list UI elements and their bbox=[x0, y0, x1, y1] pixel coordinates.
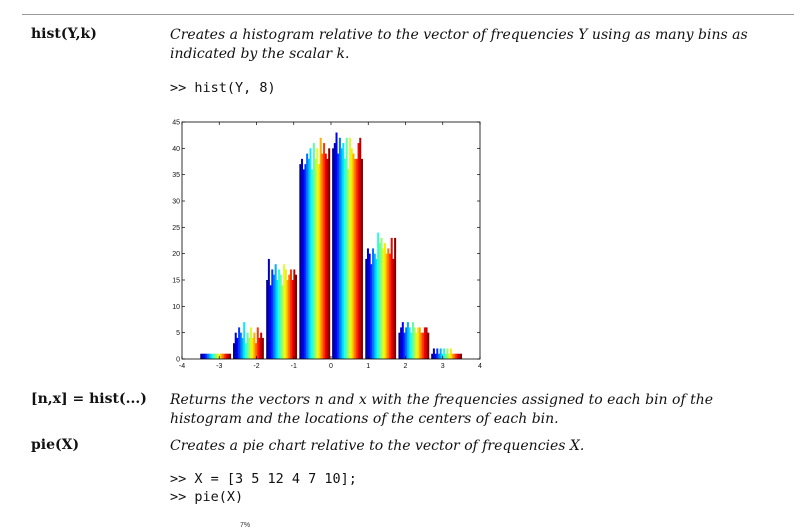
histogram-bar bbox=[262, 338, 264, 359]
histogram-bar bbox=[243, 322, 245, 359]
histogram-bar bbox=[295, 275, 297, 359]
x-tick-label: 1 bbox=[366, 363, 371, 370]
x-tick-label: -4 bbox=[178, 363, 186, 370]
y-tick-label: 5 bbox=[176, 330, 180, 338]
y-tick-label: 40 bbox=[172, 145, 180, 153]
histogram-bar bbox=[275, 264, 277, 359]
x-tick-label: 2 bbox=[403, 363, 408, 370]
histogram-bar bbox=[328, 148, 330, 359]
term-pie: pie(X) bbox=[31, 437, 80, 453]
code-line-pie-assign: >> X = [3 5 12 4 7 10]; bbox=[170, 471, 357, 487]
code-line-pie-call: >> pie(X) bbox=[170, 489, 244, 505]
x-tick-label: -1 bbox=[290, 363, 297, 370]
y-tick-label: 45 bbox=[172, 119, 180, 127]
histogram-bar bbox=[238, 327, 240, 359]
histogram-bar bbox=[210, 354, 212, 359]
histogram-bar bbox=[205, 354, 207, 359]
x-tick-label: 4 bbox=[478, 363, 482, 370]
y-tick-label: 35 bbox=[172, 172, 180, 180]
y-tick-label: 25 bbox=[172, 224, 180, 232]
term-hist-yk: hist(Y,k) bbox=[31, 26, 97, 42]
x-tick-label: -2 bbox=[253, 363, 260, 370]
histogram-bar bbox=[427, 333, 429, 359]
histogram-bar bbox=[381, 238, 383, 359]
y-tick-label: 20 bbox=[172, 251, 180, 259]
histogram-bar bbox=[460, 354, 462, 359]
description-pie: Creates a pie chart relative to the vector of frequencies X. bbox=[170, 438, 585, 454]
histogram-bar bbox=[200, 354, 202, 359]
y-tick-label: 10 bbox=[172, 303, 180, 311]
plot-frame bbox=[182, 122, 480, 359]
description-hist-outputs: Returns the vectors n and x with the frequencies assigned to each bin of the histogram and the locations of the centers of each bin. bbox=[170, 392, 714, 427]
x-tick-label: 0 bbox=[329, 363, 333, 370]
histogram-bar bbox=[325, 154, 327, 359]
x-tick-label: 3 bbox=[440, 363, 445, 370]
code-line-hist: >> hist(Y, 8) bbox=[170, 80, 276, 96]
histogram-bar bbox=[252, 338, 254, 359]
y-tick-label: 30 bbox=[172, 198, 180, 206]
y-tick-label: 0 bbox=[176, 356, 180, 364]
histogram-bar bbox=[229, 354, 231, 359]
histogram-bar bbox=[222, 354, 224, 359]
histogram-bar bbox=[361, 159, 363, 359]
histogram-bar bbox=[227, 354, 229, 359]
top-rule bbox=[22, 14, 794, 15]
histogram-bar bbox=[233, 343, 235, 359]
histogram-chart bbox=[160, 115, 490, 373]
y-tick-label: 15 bbox=[172, 277, 180, 285]
histogram-bar bbox=[394, 238, 396, 359]
x-tick-label: -3 bbox=[216, 363, 223, 370]
histogram-bar bbox=[202, 354, 204, 359]
description-hist-yk: Creates a histogram relative to the vector of frequencies Y using as many bins as indicated by the scalar k. bbox=[170, 27, 748, 62]
term-hist-outputs: [n,x] = hist(...) bbox=[31, 391, 147, 407]
pie-slice-label: 7% bbox=[240, 522, 251, 529]
